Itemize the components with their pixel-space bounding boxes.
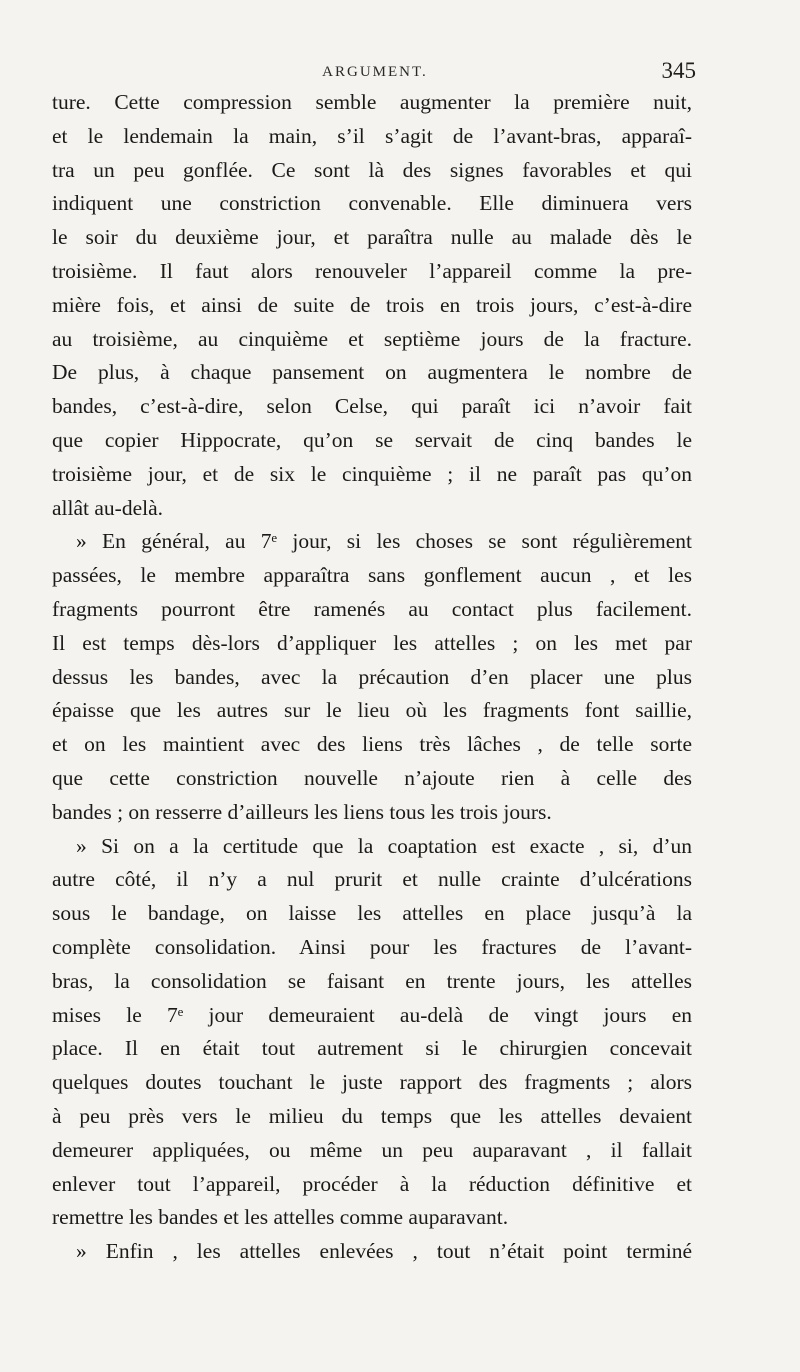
paragraph — [52, 830, 692, 1236]
text-line: bandes ; on resserre d’ailleurs les liens tous les trois jours. — [52, 799, 552, 824]
text-line: que cette constriction nouvelle n’ajoute rien à celle des — [52, 765, 692, 790]
text-line: quelques doutes touchant le juste rapport des fragments ; alors — [52, 1070, 692, 1095]
text-line: mises le 7ᵉ jour demeuraient au-delà de vingt jours en — [52, 1002, 692, 1027]
text-line: à peu près vers le milieu du temps que les attelles devaient — [52, 1103, 692, 1128]
text-line: et le lendemain la main, s’il s’agit de l’avant-bras, apparaî- — [52, 123, 692, 148]
text-line: demeurer appliquées, ou même un peu auparavant , il fallait — [52, 1137, 692, 1162]
text-line: passées, le membre apparaîtra sans gonflement aucun , et les — [52, 563, 692, 588]
text-line: enlever tout l’appareil, procéder à la réduction définitive et — [52, 1171, 692, 1196]
paragraph — [52, 1235, 692, 1269]
text-line: au troisième, au cinquième et septième jours de la fracture. — [52, 326, 692, 351]
paragraph — [52, 525, 692, 829]
text-line: ture. Cette compression semble augmenter la première nuit, — [52, 90, 692, 114]
text-line: bras, la consolidation se faisant en trente jours, les attelles — [52, 968, 692, 993]
text-line: bandes, c’est-à-dire, selon Celse, qui paraît ici n’avoir fait — [52, 394, 692, 419]
text-line: sous le bandage, on laisse les attelles en place jusqu’à la — [52, 901, 692, 926]
text-line: complète consolidation. Ainsi pour les fractures de l’avant- — [52, 934, 692, 959]
text-line: fragments pourront être ramenés au contact plus facilement. — [52, 596, 692, 621]
text-line: épaisse que les autres sur le lieu où les fragments font saillie, — [52, 698, 692, 723]
page-number: 345 — [661, 58, 696, 83]
text-line: le soir du deuxième jour, et paraîtra nulle au malade dès le — [52, 225, 692, 250]
text-line: De plus, à chaque pansement on augmentera le nombre de — [52, 360, 692, 385]
text-line: dessus les bandes, avec la précaution d’en placer une plus — [52, 664, 692, 689]
text-line: » Enfin , les attelles enlevées , tout n’était point terminé — [76, 1239, 692, 1264]
text-line: Il est temps dès-lors d’appliquer les attelles ; on les met par — [52, 630, 692, 655]
text-line: mière fois, et ainsi de suite de trois en trois jours, c’est-à-dire — [52, 292, 692, 317]
paragraph — [52, 86, 692, 525]
text-line: » Si on a la certitude que la coaptation est exacte , si, d’un — [76, 833, 692, 858]
text-line: et on les maintient avec des liens très lâches , de telle sorte — [52, 732, 692, 757]
running-head: ARGUMENT. — [322, 64, 428, 80]
text-line: remettre les bandes et les attelles comme auparavant. — [52, 1205, 509, 1230]
page-header — [50, 58, 700, 88]
text-line: place. Il en était tout autrement si le chirurgien concevait — [52, 1036, 692, 1061]
text-line: » En général, au 7ᵉ jour, si les choses se sont régulièrement — [76, 529, 692, 554]
text-line: que copier Hippocrate, qu’on se servait de cinq bandes le — [52, 427, 692, 452]
text-line: tra un peu gonflée. Ce sont là des signes favorables et qui — [52, 157, 692, 182]
text-line: troisième jour, et de six le cinquième ; il ne paraît pas qu’on — [52, 461, 692, 486]
text-line: autre côté, il n’y a nul prurit et nulle crainte d’ulcérations — [52, 867, 692, 892]
body-text — [52, 86, 692, 1269]
text-line: allât au-delà. — [52, 495, 164, 520]
text-line: indiquent une constriction convenable. Elle diminuera vers — [52, 191, 692, 216]
text-line: troisième. Il faut alors renouveler l’appareil comme la pre- — [52, 258, 692, 283]
